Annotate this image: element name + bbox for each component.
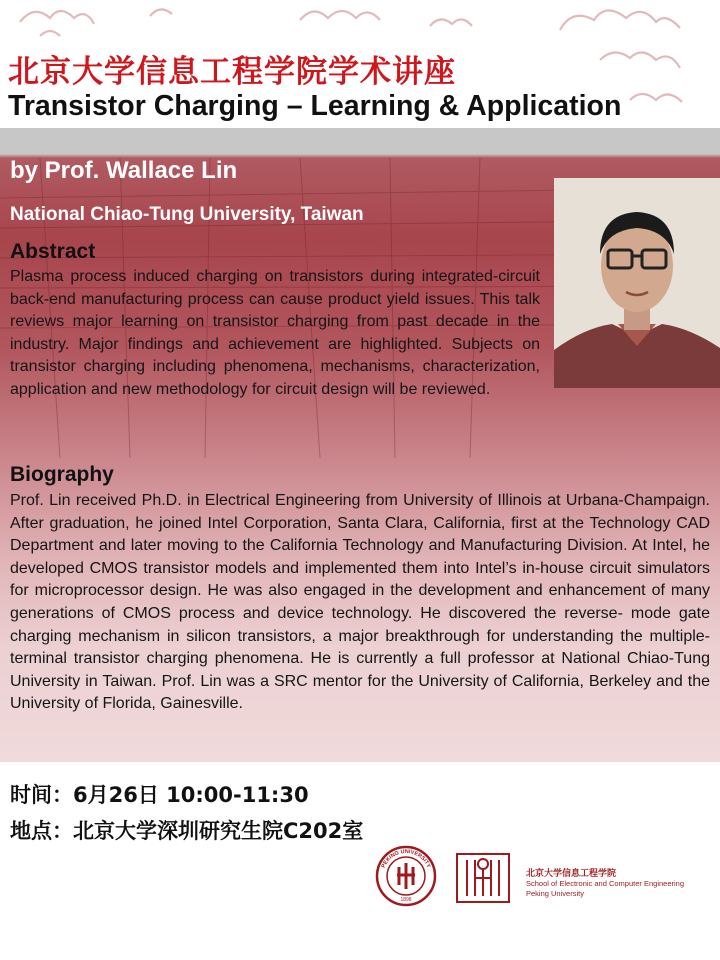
abstract-text: Plasma process induced charging on transistors during integrated-circuit back-end manufacturing process can cause product yield issues. This talk reviews major learning on transistor charging from past decade in the industry. Major findings and achievement are highlighted. Subjects on transistor charging including phenomena, mechanisms, characterization, application and new methodology for circuit design will be reviewed. bbox=[10, 268, 540, 398]
school-name-logo-text bbox=[526, 866, 684, 899]
school-name-cn: 北京大学信息工程学院 bbox=[526, 869, 617, 879]
peking-university-seal-logo bbox=[375, 845, 437, 907]
talk-title: Transistor Charging – Learning & Application bbox=[8, 90, 622, 122]
svg-text:PEKING UNIVERSITY: PEKING UNIVERSITY bbox=[380, 848, 432, 869]
event-location: 地点：北京大学深圳研究生院C202室 bbox=[10, 819, 364, 843]
event-time: 时间：6月26日 10:00-11:30 bbox=[10, 783, 309, 807]
biography-heading: Biography bbox=[10, 463, 114, 486]
speaker-affiliation: National Chiao-Tung University, Taiwan bbox=[10, 204, 364, 225]
biography-text: Prof. Lin received Ph.D. in Electrical Engineering from University of Illinois at Urbana-Champaign. After graduation, he joined Intel Corporation, Santa Clara, California, first at the Technology CAD Department and later moving to the California Technology and Manufacturing Division. At Intel, he developed CMOS transistor models and implemented them into Intel’s in-house circuit simulators for microprocessor design. He was also engaged in the development and enhancement of many generations of CMOS process and device technology. He discovered the reverse- mode gate charging mechanism in silicon transistors, a major breakthrough for understanding the multiple-terminal transistor charging phenomena. He is currently a full professor at National Chiao-Tung University in Taiwan. Prof. Lin was a SRC mentor for the University of California, Berkeley and the University of Florida, Gainesville. bbox=[10, 492, 710, 713]
speaker-portrait-image bbox=[554, 178, 720, 388]
university-name-en: Peking University bbox=[526, 889, 584, 898]
speaker-photo bbox=[554, 178, 720, 388]
school-emblem-logo bbox=[455, 852, 511, 904]
speaker-name: by Prof. Wallace Lin bbox=[10, 157, 238, 184]
abstract-heading: Abstract bbox=[10, 240, 96, 263]
school-name-en: School of Electronic and Computer Engineering bbox=[526, 879, 685, 888]
svg-text:1898: 1898 bbox=[400, 897, 412, 903]
lecture-series-title: 北京大学信息工程学院学术讲座 bbox=[8, 54, 456, 90]
